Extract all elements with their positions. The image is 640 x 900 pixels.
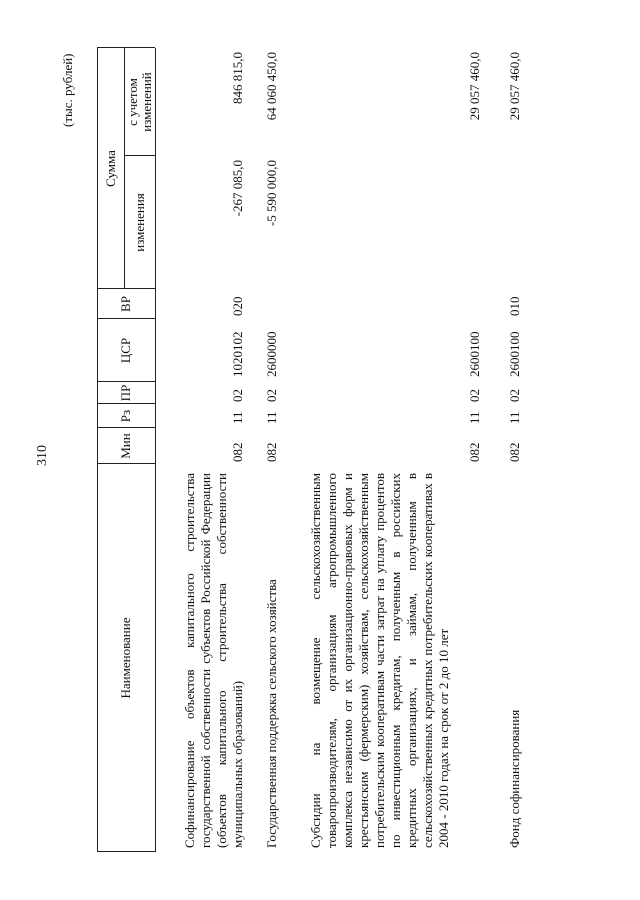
table-row-2-name: Государственная поддержка сельского хозяйства bbox=[264, 579, 279, 848]
table-row-2-pr: 02 bbox=[264, 389, 279, 402]
table-row-2-change: -5 590 000,0 bbox=[264, 160, 279, 227]
table-header-bottom-border bbox=[155, 48, 156, 852]
header-pr: ПР bbox=[118, 384, 133, 402]
table-row-3-pr: 02 bbox=[467, 389, 482, 402]
table-row-1-change: -267 085,0 bbox=[230, 160, 245, 217]
table-row-4-csr: 2600100 bbox=[507, 331, 522, 377]
table-row-4-pr: 02 bbox=[507, 389, 522, 402]
table-row-1-csr: 1020102 bbox=[230, 331, 245, 377]
table-row-1-min: 082 bbox=[230, 442, 245, 462]
table-row-3-total: 29 057 460,0 bbox=[467, 52, 482, 121]
header-sum: Сумма bbox=[103, 150, 118, 187]
table-row-1-rz: 11 bbox=[230, 411, 245, 424]
header-vr: ВР bbox=[118, 296, 133, 312]
table-row-1-total: 846 815,0 bbox=[230, 52, 245, 104]
header-csr: ЦСР bbox=[118, 337, 133, 364]
units-label: (тыс. рублей) bbox=[60, 53, 75, 127]
table-row-4-name: Фонд софинансирования bbox=[507, 709, 522, 848]
header-with-changes bbox=[126, 48, 154, 156]
table-row-1-name: Софинансирование объектов капитального строительства государственной собственности субъектов Российской Федерации (объектов капитального строительства собственности муниципальных образований) bbox=[182, 473, 245, 848]
header-with-changes-line2: изменений bbox=[139, 72, 154, 132]
table-row-3-name: Субсидии на возмещение сельскохозяйственным товаропроизводителям, организациям агропромышленного комплекса независимо от их организационно-правовых форм и крестьянским (фермерским) хозяйствам, сельскохозяйственным потребительским кооперативам части затрат на уплату процентов по инвестиционным кредитам, полученным в российских кредитных организациях, и займам, полученным в сельскохозяйственных кредитных потребительских кооперативах в 2004 - 2010 годах на срок от 2 до 10 лет bbox=[308, 473, 451, 848]
table-row-3-rz: 11 bbox=[467, 411, 482, 424]
table-top-border bbox=[97, 48, 98, 852]
table-row-2-rz: 11 bbox=[264, 411, 279, 424]
page-number: 310 bbox=[35, 445, 50, 466]
table-row-4-total: 29 057 460,0 bbox=[507, 52, 522, 121]
table-row-4-min: 082 bbox=[507, 442, 522, 462]
table-row-4-rz: 11 bbox=[507, 411, 522, 424]
table-row-2-total: 64 060 450,0 bbox=[264, 52, 279, 121]
header-min: Мин bbox=[118, 433, 133, 459]
table-row-2-csr: 2600000 bbox=[264, 331, 279, 377]
table-row-2-min: 082 bbox=[264, 442, 279, 462]
table-row-3-min: 082 bbox=[467, 442, 482, 462]
table-row-1-vr: 020 bbox=[230, 296, 245, 316]
header-with-changes-line1: с учетом bbox=[125, 78, 140, 126]
table-row-4-vr: 010 bbox=[507, 296, 522, 316]
table-row-1-pr: 02 bbox=[230, 389, 245, 402]
table-row-3-csr: 2600100 bbox=[467, 331, 482, 377]
header-rz: Рз bbox=[118, 409, 133, 423]
header-change: изменения bbox=[132, 193, 147, 252]
header-name: Наименование bbox=[118, 617, 133, 699]
